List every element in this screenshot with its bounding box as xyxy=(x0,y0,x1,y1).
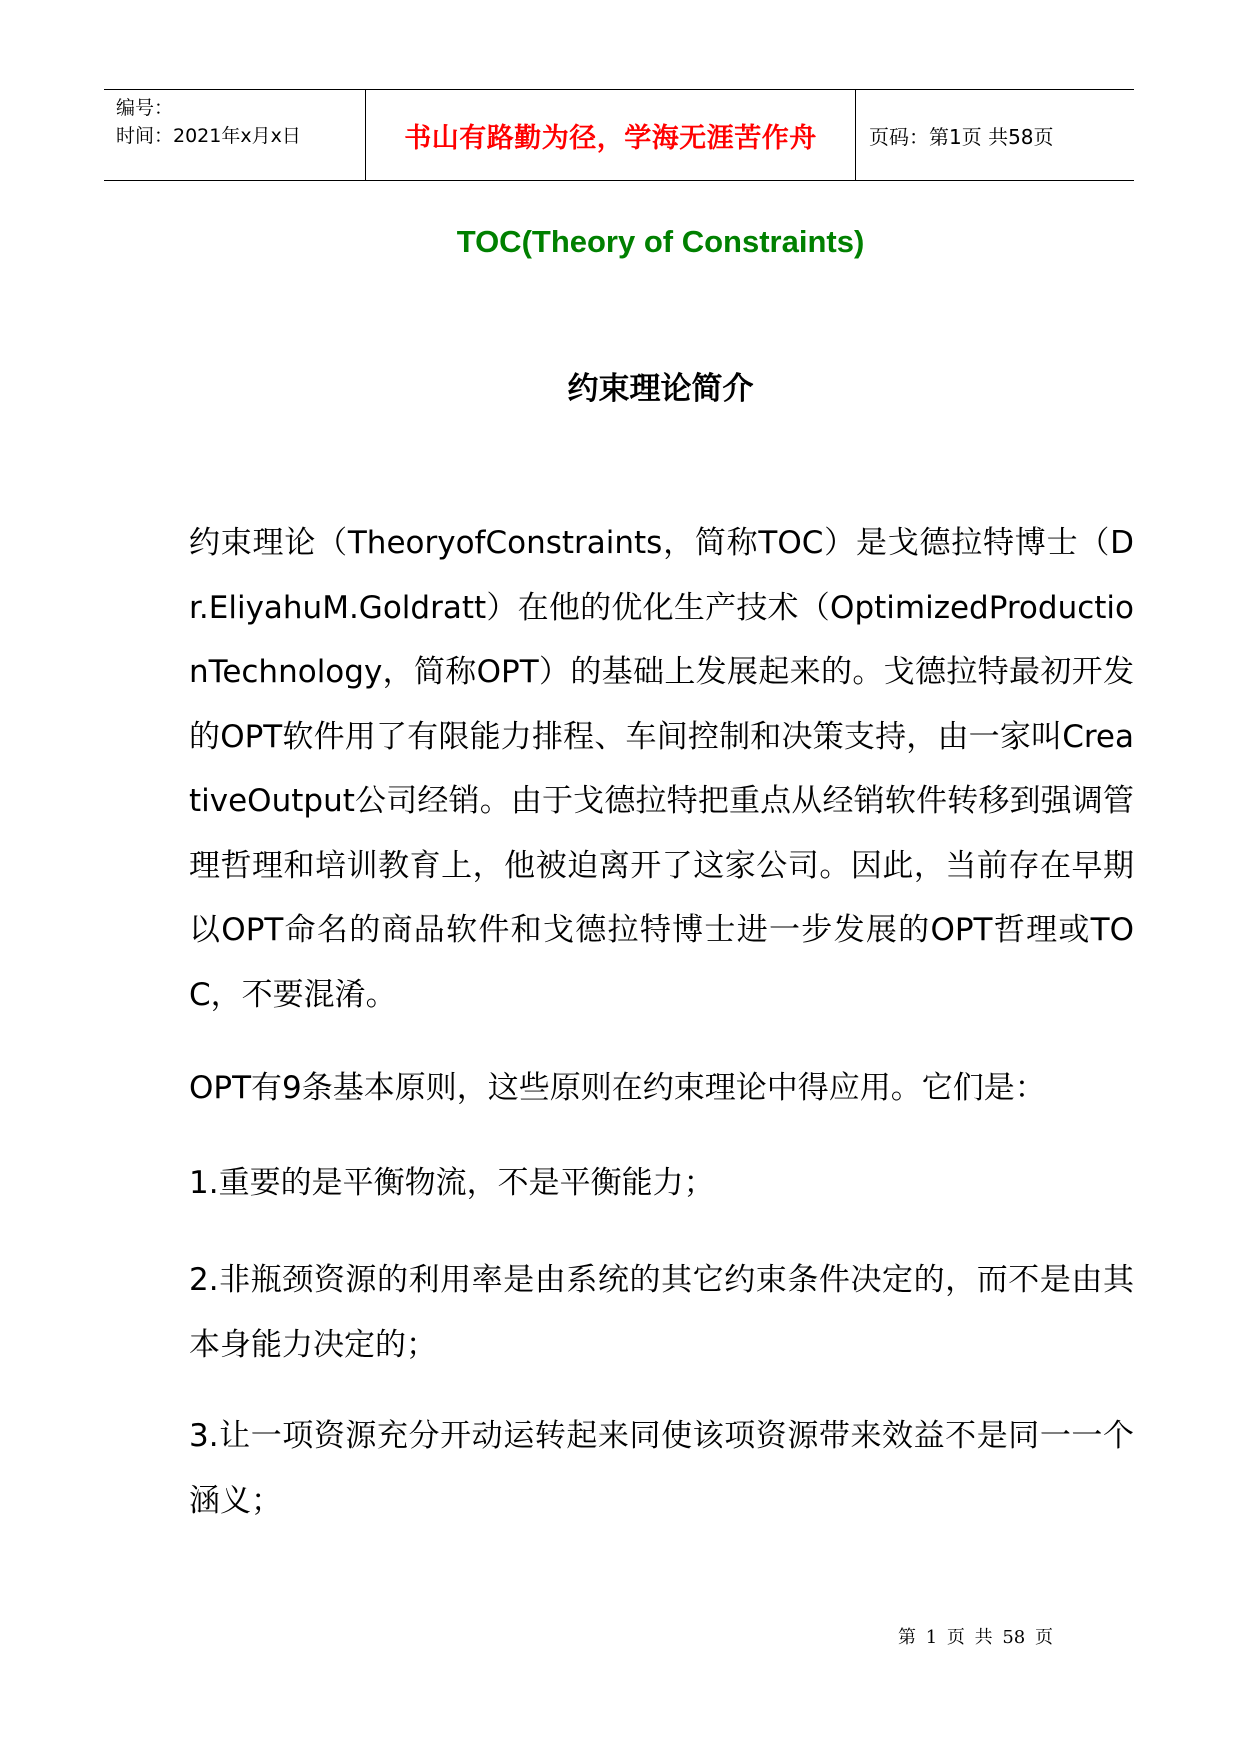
list-item: 1.重要的是平衡物流，不是平衡能力； xyxy=(189,1165,715,1201)
paragraph: 约束理论（TheoryofConstraints，简称TOC）是戈德拉特博士（Dr.EliyahuM.Goldratt）在他的优化生产技术（OptimizedProductionTechnology，简称OPT）的基础上发展起来的。戈德拉特最初开发的OPT软件用了有限能力排程、车间控制和决策支持，由一家叫CreativeOutput公司经销。由于戈德拉特把重点从经销软件转移到强调管理哲理和培训教育上，他被迫离开了这家公司。因此，当前存在早期以OPT命名的商品软件和戈德拉特博士进一步发展的OPT哲理或TOC，不要混淆。 xyxy=(189,525,1134,1013)
header-page-cell xyxy=(856,90,1134,180)
header-motto: 书山有路勤为径，学海无涯苦作舟 xyxy=(404,122,817,154)
page-footer: 第 1 页 共 58 页 xyxy=(898,1627,1053,1648)
document-number-label: 编号： xyxy=(116,97,174,119)
document-date: 时间：2021年x月x日 xyxy=(116,125,301,147)
header-motto-cell xyxy=(366,90,856,180)
header-page-number: 页码：第1页 共58页 xyxy=(869,124,1054,149)
list-item: 2.非瓶颈资源的利用率是由系统的其它约束条件决定的，而不是由其本身能力决定的； xyxy=(189,1262,1134,1363)
document-title: TOC(Theory of Constraints) xyxy=(456,224,865,259)
header-info-cell xyxy=(104,90,366,180)
section-title: 约束理论简介 xyxy=(567,371,754,407)
list-item: 3.让一项资源充分开动运转起来同使该项资源带来效益不是同一一个涵义； xyxy=(189,1418,1134,1519)
page-header xyxy=(104,89,1134,181)
paragraph: OPT有9条基本原则，这些原则在约束理论中得应用。它们是： xyxy=(189,1070,1046,1106)
